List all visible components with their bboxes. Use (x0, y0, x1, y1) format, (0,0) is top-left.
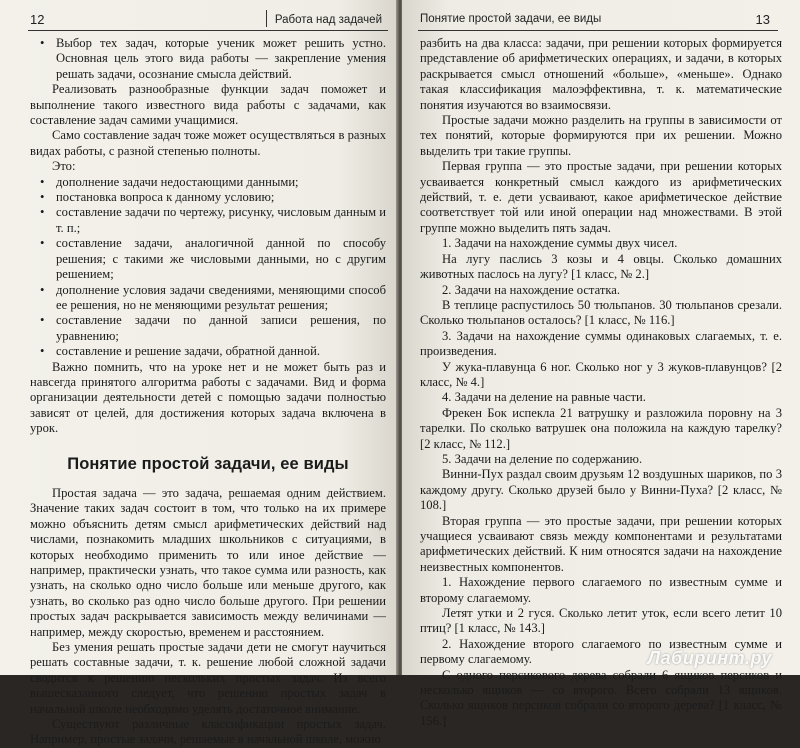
task-type-heading: 1. Задачи на нахождение суммы двух чисел. (442, 236, 678, 251)
bullet-item: • составление задачи по чертежу, рисунку, числовым данным и т. п.; (30, 205, 386, 236)
paragraph: Простая задача — это задача, решаемая одним действием. Значение таких задач состоит в том, что только на их примере можно объяснить детям смысл арифметических действий над числами, познакомить младших школьников с ситуациями, в которых необходимо применить то или иное действие — например, практически узнать, что такое сумма или разность, как узнать, на сколько одно число больше или меньше другого, как узнать, во сколько раз одно число больше другого. При решении простых задач раскрывается зависимость между величинами — например, между скоростью, временем и расстоянием. (30, 485, 386, 639)
bullet-item: • составление задачи по данной записи решения, по уравнению; (30, 313, 386, 344)
task-type-heading: 2. Задачи на нахождение остатка. (442, 282, 621, 297)
left-header-title: Работа над задачей (266, 10, 382, 27)
paragraph: разбить на два класса: задачи, при решении которых формируется представление об арифметических операциях, и задачи, в которых раскрывается смысл отношений «больше», «меньше». Однако такая классификация малоэффективна, т. к. математические понятия изучаются во взаимосвязи. (420, 36, 782, 112)
right-page (402, 0, 800, 728)
example-task: На лугу паслись 3 козы и 4 овцы. Сколько домашних животных паслось на лугу? [1 класс, № 2.] (420, 251, 782, 282)
bullet-item: • дополнение задачи недостающими данными; (30, 175, 386, 190)
section-heading: Понятие простой задачи, ее виды (67, 454, 349, 473)
bullet-item: • постановка вопроса к данному условию; (30, 190, 386, 205)
example-task: У жука-плавунца 6 ног. Сколько ног у 3 жуков-плавунцов? [2 класс, № 4.] (420, 359, 782, 389)
task-composition-bullet-list (30, 175, 386, 360)
bullet-item: • составление и решение задачи, обратной данной. (30, 344, 386, 359)
task-type-heading: 5. Задачи на деление по содержанию. (442, 451, 643, 466)
labirint-watermark: Лабиринт.ру (647, 648, 772, 668)
left-page-body (30, 36, 386, 748)
task-type-heading: 2. Нахождение второго слагаемого по известным сумме и первому слагаемому. (420, 636, 782, 667)
bullet-item: • составление задачи, аналогичной данной по способу решения; с такими же числовыми данными, но с другим решением; (30, 236, 386, 282)
paragraph: Важно помнить, что на уроке нет и не может быть раз и навсегда принятого алгоритма работы с задачами. Вид и форма организации деятельности детей с помощью задачи полностью зависят от целей, для достижения которых задача включена в урок. (30, 359, 386, 436)
bullet-item: • дополнение условия задачи сведениями, меняющими способ ее решения, но не меняющими результат решения; (30, 283, 386, 314)
left-page (0, 0, 398, 747)
intro-bullet-list (30, 36, 386, 82)
paragraph: Это: (52, 159, 76, 174)
left-page-number: 12 (30, 12, 45, 27)
paragraph: Существуют различные классификации простых задач. Например, простые задачи, решаемые в начальной школе, можно (30, 717, 386, 747)
right-page-body (420, 36, 782, 729)
paragraph: Само составление задач тоже может осуществляться в разных видах работы, с разной степенью полноты. (30, 128, 386, 158)
right-header-title: Понятие простой задачи, ее виды (420, 13, 602, 25)
right-page-number: 13 (755, 12, 770, 27)
task-type-heading: 4. Задачи на деление на равные части. (442, 390, 646, 405)
right-running-header (418, 10, 778, 31)
example-task: Фрекен Бок испекла 21 ватрушку и разложила поровну на 3 тарелки. По сколько ватрушек она положила на каждую тарелку? [2 класс, № 112.] (420, 405, 782, 451)
paragraph: Вторая группа — это простые задачи, при решении которых учащиеся усваивают связь между компонентами и результатами арифметических действий. К ним относятся задачи на нахождение неизвестных компонентов. (420, 513, 782, 574)
paragraph: Без умения решать простые задачи дети не смогут научиться решать составные задачи, т. к. решение любой сложной задачи сводится к решению нескольких простых задач. Из всего вышесказанного следует, что решению простых задач в начальной школе необходимо уделять достаточное внимание. (30, 640, 386, 716)
paragraph: Реализовать разнообразные функции задач поможет и выполнение такого известного вида работы с задачами, как составление задач самими учащимися. (30, 82, 386, 128)
left-running-header (28, 10, 388, 31)
bullet-item: • Выбор тех задач, которые ученик может решить устно. Основная цель этого вида работы — закрепление умения решать задачи, осознание смысла действий. (30, 36, 386, 82)
example-task: Летят утки и 2 гуся. Сколько летит уток, если всего летит 10 птиц? [1 класс, № 143.] (420, 606, 782, 636)
task-type-heading: 3. Задачи на нахождение суммы одинаковых слагаемых, т. е. произведения. (420, 328, 782, 359)
paragraph: Первая группа — это простые задачи, при решении которых усваивается конкретный смысл каждого из арифметических действий, т. е. дети усваивают, какое арифметическое действие соответствует той или иной операции над множествами. В этой группе можно выделить пять задач. (420, 159, 782, 235)
example-task: С одного персикового дерева собрали 6 ящиков персиков и несколько ящиков — со второго. Всего собрали 13 ящиков. Сколько ящиков персиков собрали со второго дерева? [1 класс, № 156.] (420, 667, 782, 728)
paragraph: Простые задачи можно разделить на группы в зависимости от тех понятий, которые формируются при их решении. Можно выделить три такие группы. (420, 113, 782, 158)
example-task: В теплице распустилось 50 тюльпанов. 30 тюльпанов срезали. Сколько тюльпанов осталось? [1 класс, № 116.] (420, 297, 782, 328)
example-task: Винни-Пух раздал своим друзьям 12 воздушных шариков, по 3 каждому другу. Сколько друзей было у Винни-Пуха? [2 класс, № 108.] (420, 467, 782, 513)
task-type-heading: 1. Нахождение первого слагаемого по известным сумме и второму слагаемому. (420, 575, 782, 605)
